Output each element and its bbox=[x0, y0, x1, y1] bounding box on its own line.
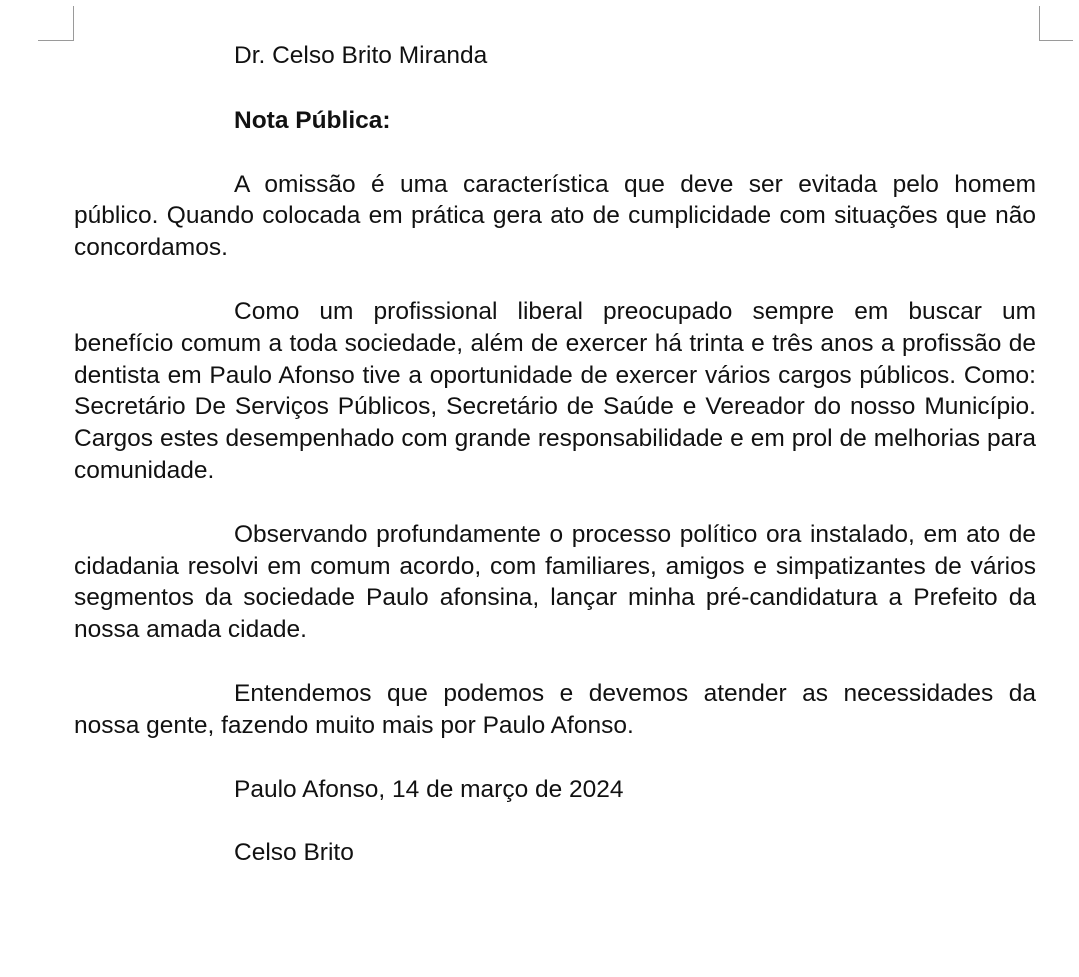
spacer bbox=[74, 264, 1036, 296]
paragraph-3: Observando profundamente o processo político ora instalado, em ato de cidadania resolvi em comum acordo, com familiares, amigos e simpatizantes de vários segmentos da sociedade Paulo afonsina, lançar minha pré-candidatura a Prefeito da nossa amada cidade. bbox=[74, 520, 1036, 644]
document-title: Nota Pública: bbox=[234, 106, 391, 134]
paragraph-1: A omissão é uma característica que deve ser evitada pelo homem público. Quando colocada em prática gera ato de cumplicidade com situações que não concordamos. bbox=[74, 170, 1036, 262]
spacer bbox=[74, 805, 1036, 837]
place-and-date: Paulo Afonso, 14 de março de 2024 bbox=[234, 775, 624, 803]
spacer bbox=[74, 487, 1036, 519]
paragraph-4: Entendemos que podemos e devemos atender as necessidades da nossa gente, fazendo muito mais por Paulo Afonso. bbox=[74, 679, 1036, 739]
page-corner-mark-top-left bbox=[38, 6, 74, 41]
signature-name: Celso Brito bbox=[234, 839, 354, 867]
document-body bbox=[74, 40, 1036, 869]
spacer bbox=[74, 742, 1036, 774]
spacer bbox=[74, 137, 1036, 169]
spacer bbox=[74, 646, 1036, 678]
page-corner-mark-top-right bbox=[1039, 6, 1073, 41]
header-name: Dr. Celso Brito Miranda bbox=[234, 42, 488, 69]
paragraph-2: Como um profissional liberal preocupado sempre em buscar um benefício comum a toda sociedade, além de exercer há trinta e três anos a profissão de dentista em Paulo Afonso tive a oportunidade de exercer vários cargos públicos. Como: Secretário De Serviços Públicos, Secretário de Saúde e Vereador do nosso Município. Cargos estes desempenhado com grande responsabilidade e em prol de melhorias para comunidade. bbox=[74, 297, 1036, 484]
